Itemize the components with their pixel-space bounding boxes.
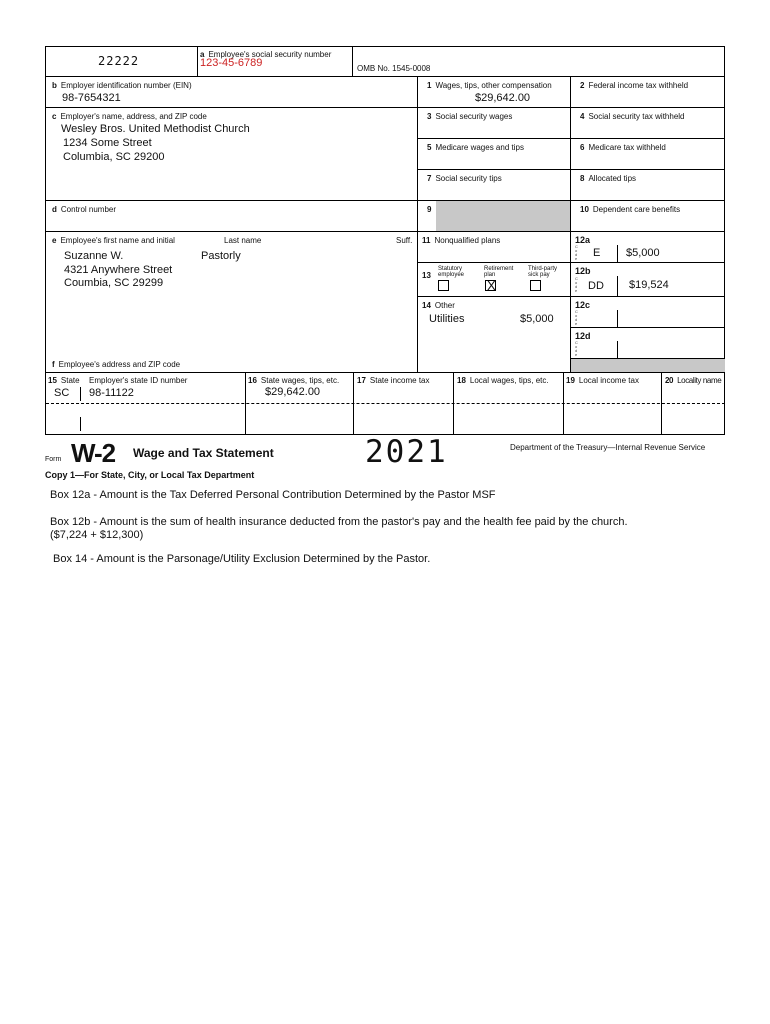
- omb-number: OMB No. 1545-0008: [357, 64, 431, 73]
- box-12a-label: 12a: [575, 235, 591, 245]
- box-14-label: Other: [434, 301, 455, 310]
- box-20-label: Locality name: [677, 376, 722, 385]
- box-12c-code-tag: Code: [575, 309, 578, 326]
- box-12d-code-tag: Code: [575, 340, 578, 357]
- box-12d-label: 12d: [575, 331, 591, 341]
- box-7-label: Social security tips: [435, 174, 502, 183]
- statutory-checkbox[interactable]: [438, 280, 449, 291]
- box-e-employee: e Employee's first name and initial Last name Suff. Suzanne W. Pastorly 4321 Anywhere Street Coumbia, SC 29299 f Employee's address and ZIP code: [46, 232, 418, 373]
- box-12a-value[interactable]: $5,000: [626, 247, 660, 259]
- copy-label: Copy 1—For State, City, or Local Tax Department: [45, 470, 255, 480]
- box-d-label: Control number: [60, 205, 117, 214]
- box-19: 19 Local income tax: [564, 373, 662, 435]
- thirdparty-label: Third-party sick pay: [528, 266, 558, 278]
- box-12b-value[interactable]: $19,524: [629, 279, 669, 291]
- box-12c-label: 12c: [575, 300, 591, 310]
- box-d-control: d Control number: [46, 201, 418, 232]
- state-id[interactable]: 98-11122: [89, 387, 134, 399]
- box-6: 6 Medicare tax withheld: [571, 139, 725, 170]
- box-12d: [571, 328, 725, 359]
- ein-value[interactable]: 98-7654321: [62, 92, 121, 104]
- employee-first-name[interactable]: Suzanne W.: [64, 250, 124, 262]
- retirement-checkmark: X: [487, 278, 496, 293]
- box-4: 4 Social security tax withheld: [571, 108, 725, 139]
- employer-city[interactable]: Columbia, SC 29200: [63, 151, 165, 163]
- retirement-checkbox[interactable]: [485, 280, 496, 291]
- form-name: W-2: [71, 438, 116, 468]
- box-15-label: State: [60, 376, 80, 385]
- box-12c: [571, 297, 725, 328]
- box-8-label: Allocated tips: [588, 174, 637, 183]
- box-e-last-label: Last name: [224, 236, 262, 245]
- employer-name[interactable]: Wesley Bros. United Methodist Church: [61, 123, 250, 135]
- box-14-desc[interactable]: Utilities: [429, 313, 465, 325]
- employee-street[interactable]: 4321 Anywhere Street: [64, 264, 173, 276]
- box-10: 10 Dependent care benefits: [571, 201, 725, 232]
- w2-form: [45, 46, 725, 435]
- box-3: 3 Social security wages: [418, 108, 571, 139]
- note-12b: Box 12b - Amount is the sum of health insurance deducted from the pastor's pay and the health fee paid by the church.: [50, 516, 628, 528]
- box-17-label: State income tax: [369, 376, 430, 385]
- box-12a-code[interactable]: E: [593, 247, 601, 259]
- box-6-label: Medicare tax withheld: [588, 143, 666, 152]
- box-18: 18 Local wages, tips, etc.: [454, 373, 564, 435]
- box-a-letter: a: [200, 50, 205, 59]
- note-12a: Box 12a - Amount is the Tax Deferred Personal Contribution Determined by the Pastor MSF: [50, 489, 496, 501]
- form-title: Wage and Tax Statement: [133, 446, 274, 460]
- box-19-label: Local income tax: [578, 376, 639, 385]
- ssn-value[interactable]: 123-45-6789: [200, 57, 263, 69]
- box-11: 11 Nonqualified plans: [418, 232, 571, 263]
- box-e-first-label: Employee's first name and initial: [60, 236, 175, 245]
- box-9: [418, 201, 571, 232]
- box-2-label: Federal income tax withheld: [588, 81, 689, 90]
- note-14: Box 14 - Amount is the Parsonage/Utility Exclusion Determined by the Pastor.: [53, 553, 431, 565]
- box-3-label: Social security wages: [435, 112, 513, 121]
- tax-year: 2021: [365, 434, 448, 470]
- retirement-label: Retirement plan: [484, 266, 514, 278]
- box-9-num: 9: [427, 205, 432, 214]
- box-16-label: State wages, tips, etc.: [260, 376, 340, 385]
- dept-treasury: Department of the Treasury—Internal Revenue Service: [510, 443, 706, 452]
- state-row-divider: [46, 403, 725, 404]
- box-16: 16 State wages, tips, etc. $29,642.00: [246, 373, 354, 435]
- employer-street[interactable]: 1234 Some Street: [63, 137, 152, 149]
- box-9-shaded: [436, 201, 570, 231]
- box-13: [418, 263, 571, 297]
- box-4-label: Social security tax withheld: [588, 112, 685, 121]
- box-11-label: Nonqualified plans: [434, 236, 501, 245]
- box-void-code: [46, 47, 198, 77]
- box-1-value[interactable]: $29,642.00: [475, 92, 531, 104]
- box-16-value[interactable]: $29,642.00: [265, 386, 321, 398]
- box-17: 17 State income tax: [354, 373, 454, 435]
- box-e-suff-label: Suff.: [396, 236, 413, 245]
- state-local-section: [46, 373, 725, 435]
- box-15-id-label: Employer's state ID number: [89, 376, 188, 385]
- thirdparty-checkbox[interactable]: [530, 280, 541, 291]
- box-1-label: Wages, tips, other compensation: [435, 81, 552, 90]
- box-18-label: Local wages, tips, etc.: [469, 376, 549, 385]
- box-f-label: Employee's address and ZIP code: [58, 360, 181, 369]
- box-12-shaded: [571, 359, 725, 373]
- note-12b-sum: ($7,224 + $12,300): [50, 529, 144, 541]
- box-10-label: Dependent care benefits: [592, 205, 681, 214]
- box-1: 1 Wages, tips, other compensation $29,642.00: [418, 77, 571, 108]
- box-12b-code[interactable]: DD: [588, 280, 604, 292]
- form-footer: [45, 434, 725, 487]
- box-omb: [353, 47, 725, 77]
- form-word: Form: [45, 456, 62, 463]
- box-7: 7 Social security tips: [418, 170, 571, 201]
- box-12b-label: 12b: [575, 266, 591, 276]
- box-5: 5 Medicare wages and tips: [418, 139, 571, 170]
- box-15: 15 State Employer's state ID number SC 98-11122: [46, 373, 246, 435]
- employee-last-name[interactable]: Pastorly: [201, 250, 241, 262]
- box-8: 8 Allocated tips: [571, 170, 725, 201]
- box-12b: [571, 263, 725, 297]
- void-code: 22222: [98, 54, 140, 68]
- box-13-num: 13: [422, 271, 431, 280]
- box-12a-code-tag: Code: [575, 244, 578, 261]
- state-code[interactable]: SC: [54, 387, 70, 399]
- box-c-employer: c Employer's name, address, and ZIP code Wesley Bros. United Methodist Church 1234 Some Street Columbia, SC 29200: [46, 108, 418, 201]
- box-c-label: Employer's name, address, and ZIP code: [60, 112, 207, 121]
- box-5-label: Medicare wages and tips: [435, 143, 524, 152]
- box-14: 14 Other Utilities $5,000: [418, 297, 571, 373]
- box-b-label: Employer identification number (EIN): [60, 81, 192, 90]
- box-b-ein: b Employer identification number (EIN) 98-7654321: [46, 77, 418, 108]
- box-a-ssn: [198, 47, 353, 77]
- box-2: 2 Federal income tax withheld: [571, 77, 725, 108]
- box-12a: [571, 232, 725, 263]
- employee-city[interactable]: Coumbia, SC 29299: [64, 277, 164, 289]
- statutory-label: Statutory employee: [438, 266, 465, 278]
- box-14-value[interactable]: $5,000: [520, 313, 554, 325]
- box-20: 20 Locality name: [665, 376, 722, 385]
- box-12b-code-tag: Code: [575, 276, 578, 293]
- box-a-label: Employee's social security number: [208, 50, 332, 59]
